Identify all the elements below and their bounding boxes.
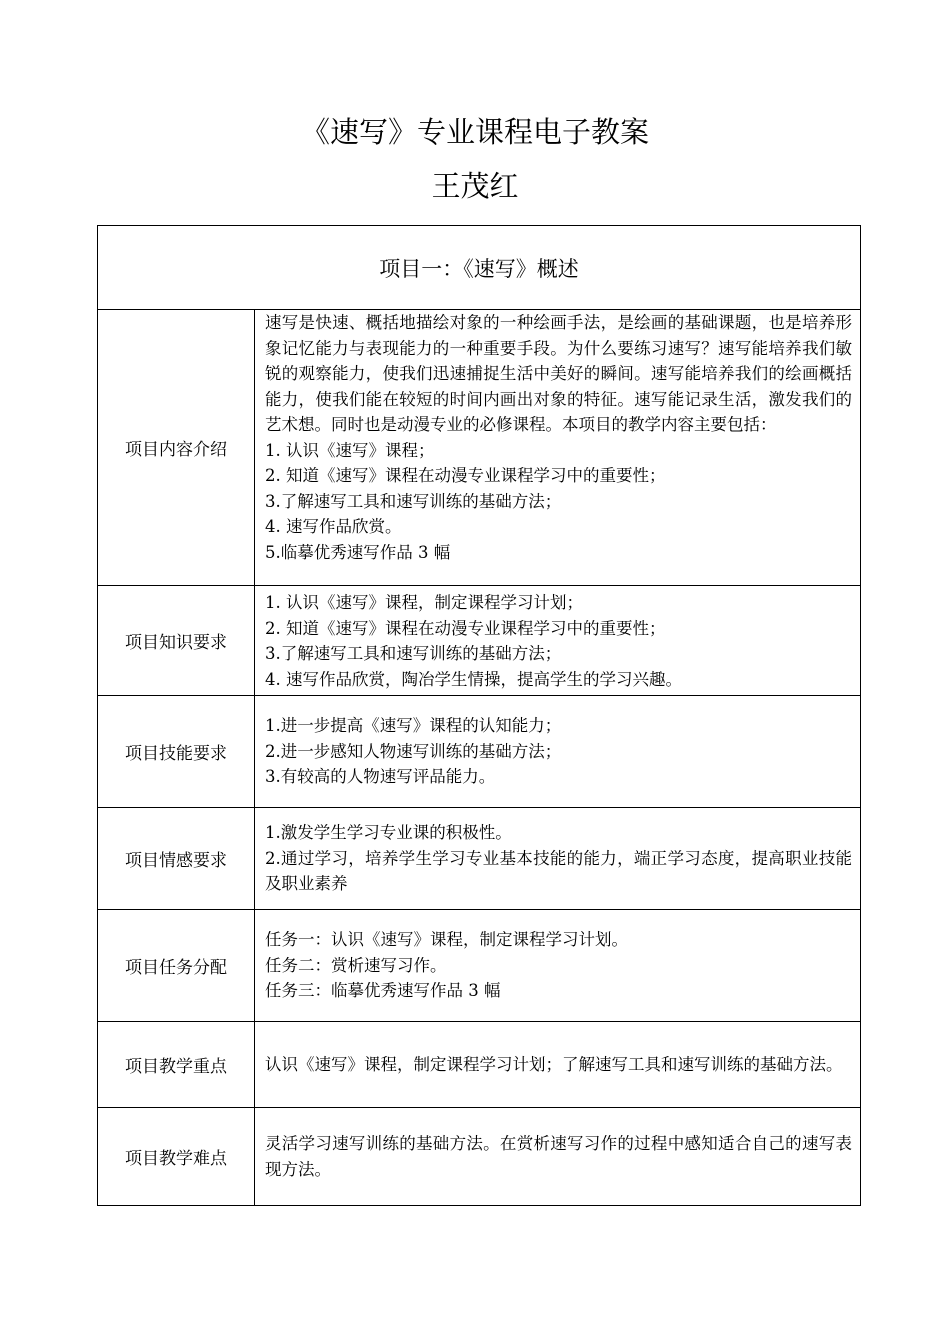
list-item: 2.进一步感知人物速写训练的基础方法； — [265, 741, 562, 761]
list-item: 5.临摹优秀速写作品 3 幅 — [265, 542, 451, 562]
row-content — [255, 808, 861, 910]
list-item: 1.进一步提高《速写》课程的认知能力； — [265, 716, 562, 736]
row-content — [255, 910, 861, 1022]
row-content: 认识《速写》课程，制定课程学习计划；了解速写工具和速写训练的基础方法。 — [255, 1022, 861, 1108]
table-row-knowledge — [98, 586, 861, 696]
document-author: 王茂红 — [431, 169, 519, 203]
list-item: 任务三：临摹优秀速写作品 3 幅 — [265, 981, 501, 1001]
row-content — [255, 696, 861, 808]
row-label: 项目技能要求 — [98, 696, 255, 808]
table-row-skills — [98, 696, 861, 808]
list-item: 2. 知道《速写》课程在动漫专业课程学习中的重要性； — [265, 466, 666, 485]
row-label: 项目任务分配 — [98, 910, 255, 1022]
list-item: 3.有较高的人物速写评品能力。 — [265, 767, 496, 787]
row-content: 灵活学习速写训练的基础方法。在赏析速写习作的过程中感知适合自己的速写表现方法。 — [255, 1108, 861, 1206]
list-item: 任务二：赏析速写习作。 — [265, 955, 447, 975]
list-item: 4. 速写作品欣赏。 — [265, 517, 402, 536]
list-item: 2. 知道《速写》课程在动漫专业课程学习中的重要性； — [265, 618, 666, 638]
list-item: 3.了解速写工具和速写训练的基础方法； — [265, 644, 562, 663]
list-item: 任务一：认识《速写》课程，制定课程学习计划。 — [265, 930, 628, 950]
table-header-row — [98, 226, 861, 310]
intro-paragraph: 速写是快速、概括地描绘对象的一种绘画手法，是绘画的基础课题，也是培养形象记忆能力与表现能力的一种重要手段。为什么要练习速写？速写能培养我们敏锐的观察能力，使我们迅速捕捉生活中美好的瞬间。速写能培养我们的绘画概括能力，使我们能在较短的时间内画出对象的特征。速写能记录生活，激发我们的艺术想。同时也是动漫专业的必修课程。本项目的教学内容主要包括： — [265, 313, 852, 434]
document-title: 《速写》专业课程电子教案 — [300, 115, 649, 149]
row-label: 项目内容介绍 — [98, 310, 255, 586]
lesson-plan-table — [97, 225, 861, 1206]
row-label: 项目教学难点 — [98, 1108, 255, 1206]
table-row-affective — [98, 808, 861, 910]
list-item: 4. 速写作品欣赏，陶冶学生情操，提高学生的学习兴趣。 — [265, 669, 682, 689]
row-content — [255, 586, 861, 696]
row-content — [255, 310, 861, 586]
row-label: 项目情感要求 — [98, 808, 255, 910]
row-label: 项目教学重点 — [98, 1022, 255, 1108]
table-row-content-intro — [98, 310, 861, 586]
list-item: 1. 认识《速写》课程，制定课程学习计划； — [265, 593, 583, 612]
list-item: 3.了解速写工具和速写训练的基础方法； — [265, 491, 562, 511]
project-title-cell: 项目一：《速写》概述 — [98, 226, 861, 310]
row-label: 项目知识要求 — [98, 586, 255, 696]
table-row-key-points — [98, 1022, 861, 1108]
list-item: 1.激发学生学习专业课的积极性。 — [265, 823, 512, 843]
table-row-tasks — [98, 910, 861, 1022]
list-item: 1. 认识《速写》课程； — [265, 440, 435, 460]
table-row-difficulties — [98, 1108, 861, 1206]
list-item: 2.通过学习，培养学生学习专业基本技能的能力，端正学习态度，提高职业技能及职业素养 — [265, 848, 852, 894]
